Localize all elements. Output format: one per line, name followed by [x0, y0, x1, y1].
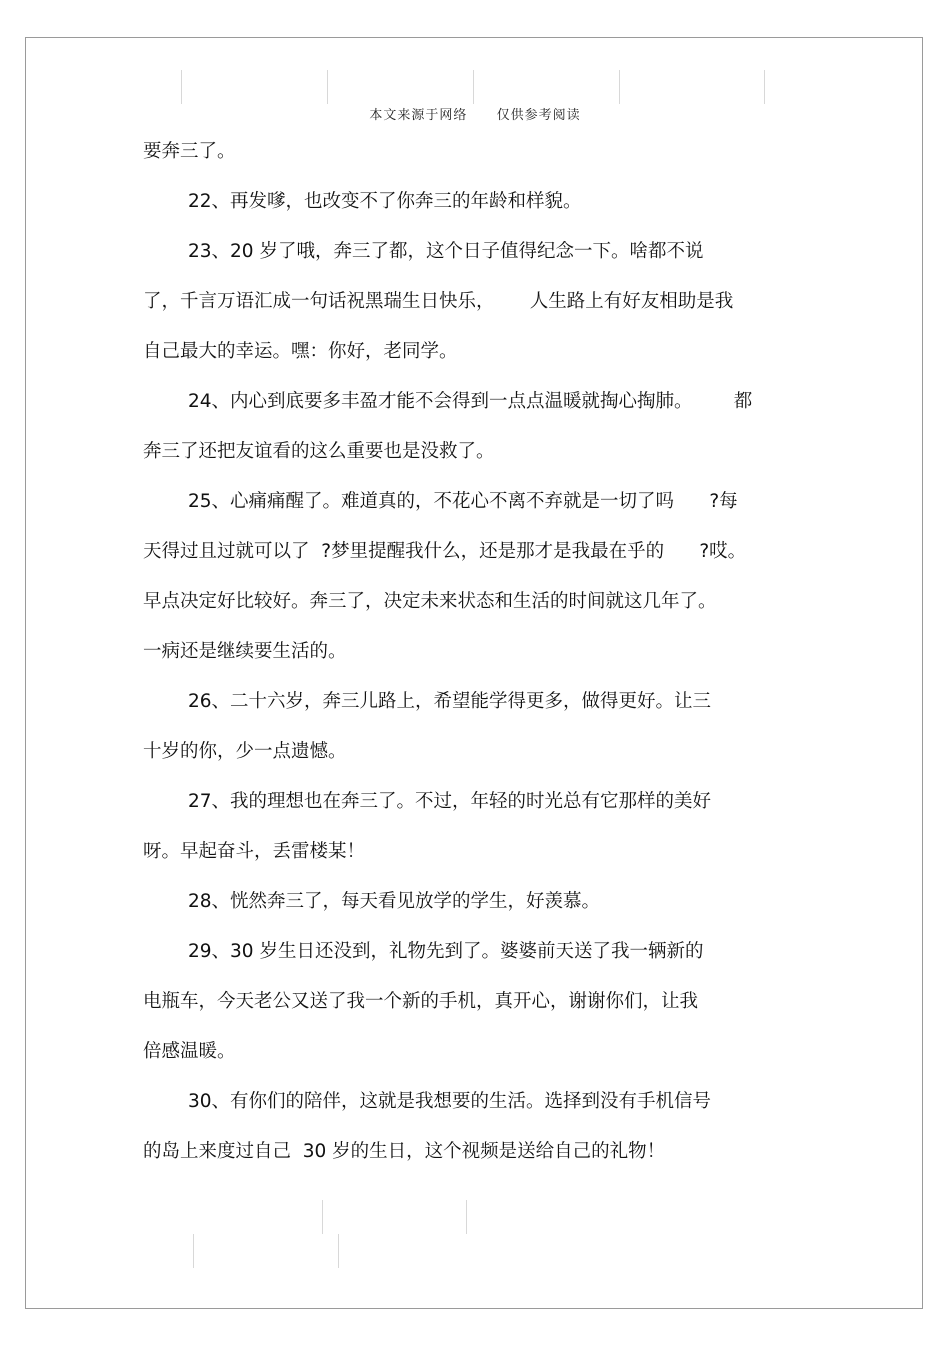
text-line: 26、二十六岁，奔三儿路上，希望能学得更多，做得更好。让三 — [188, 691, 712, 712]
text-line: 呀。早起奋斗，丢雷楼某！ — [143, 841, 366, 862]
text-line: 22、再发嗲，也改变不了你奔三的年龄和样貌。 — [188, 191, 582, 212]
page-header — [0, 104, 950, 123]
text-line: 25、心痛痛醒了。难道真的，不花心不离不弃就是一切了吗 ?每 — [188, 491, 738, 512]
bottom-tick-2 — [466, 1200, 467, 1234]
top-tick-3 — [473, 70, 474, 104]
text-line: 天得过且过就可以了 ?梦里提醒我什么，还是那才是我最在乎的 ?哎。 — [143, 541, 747, 562]
top-tick-4 — [619, 70, 620, 104]
bottom-tick-3 — [193, 1234, 194, 1268]
top-tick-5 — [764, 70, 765, 104]
bottom-tick-4 — [338, 1234, 339, 1268]
text-line: 30、有你们的陪伴，这就是我想要的生活。选择到没有手机信号 — [188, 1091, 712, 1112]
text-line: 一病还是继续要生活的。 — [143, 641, 347, 662]
top-tick-1 — [181, 70, 182, 104]
text-line: 了，千言万语汇成一句话祝黑瑞生日快乐， 人生路上有好友相助是我 — [143, 291, 734, 312]
bottom-tick-1 — [322, 1200, 323, 1234]
text-line: 24、内心到底要多丰盈才能不会得到一点点温暖就掏心掏肺。 都 — [188, 391, 753, 412]
header-note-text: 仅供参考阅读 — [496, 108, 581, 123]
text-line: 的岛上来度过自己 30 岁的生日，这个视频是送给自己的礼物！ — [143, 1141, 666, 1162]
text-line: 倍感温暖。 — [143, 1041, 236, 1062]
text-line: 27、我的理想也在奔三了。不过，年轻的时光总有它那样的美好 — [188, 791, 712, 812]
text-line: 自己最大的幸运。嘿：你好，老同学。 — [143, 341, 458, 362]
text-line: 23、20 岁了哦，奔三了都，这个日子值得纪念一下。啥都不说 — [188, 241, 704, 262]
top-tick-2 — [327, 70, 328, 104]
text-line: 十岁的你，少一点遗憾。 — [143, 741, 347, 762]
header-source-text: 本文来源于网络 — [369, 108, 468, 123]
text-line: 29、30 岁生日还没到，礼物先到了。婆婆前天送了我一辆新的 — [188, 941, 704, 962]
text-line: 奔三了还把友谊看的这么重要也是没救了。 — [143, 441, 495, 462]
text-line: 早点决定好比较好。奔三了，决定未来状态和生活的时间就这几年了。 — [143, 591, 717, 612]
document-body — [143, 134, 823, 1184]
text-line: 电瓶车，今天老公又送了我一个新的手机，真开心，谢谢你们，让我 — [143, 991, 699, 1012]
text-line: 28、恍然奔三了，每天看见放学的学生，好羡慕。 — [188, 891, 601, 912]
text-line: 要奔三了。 — [143, 141, 236, 162]
